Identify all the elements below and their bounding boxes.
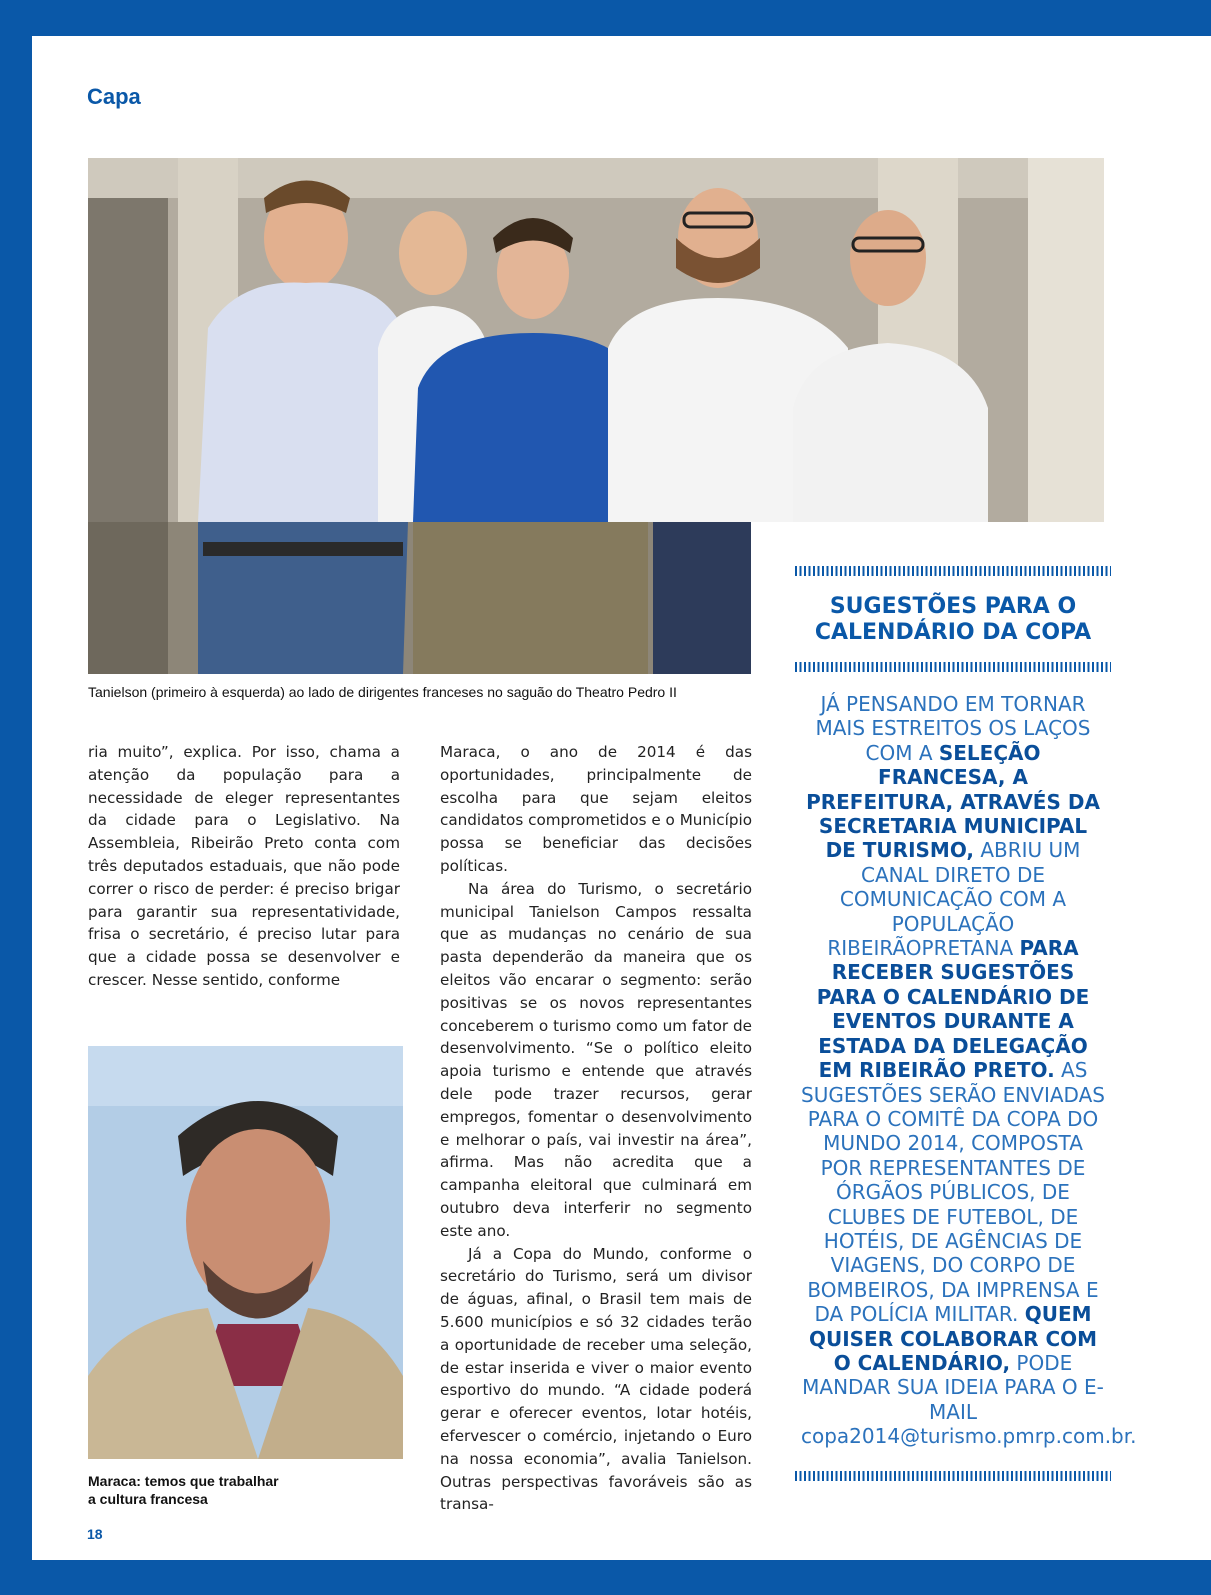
sidebar-text xyxy=(795,692,1137,1449)
sidebar-text-span: QUEM QUISER COLABORAR COM O CALENDÁRIO, xyxy=(808,1302,1098,1375)
dashed-rule xyxy=(795,566,1111,576)
portrait-caption-line: Maraca: temos que trabalhar xyxy=(88,1473,279,1489)
sidebar-title xyxy=(795,594,1111,646)
group-photo-caption: Tanielson (primeiro à esquerda) ao lado de dirigentes franceses no saguão do Theatro Pedro II xyxy=(88,684,677,700)
group-photo-image xyxy=(88,158,1104,522)
article-paragraph: Maraca, o ano de 2014 é das oportunidades, principalmente de escolha para que sejam eleitos candidatos comprometidos e o Município possa se beneficiar das decisões políticas. xyxy=(440,743,752,875)
dashed-rule xyxy=(795,1471,1111,1481)
sidebar-text-span: SELEÇÃO FRANCESA, A PREFEITURA, ATRAVÉS DA SECRETARIA MUNICIPAL DE TURISMO, xyxy=(806,740,1100,863)
portrait-caption-line: a cultura francesa xyxy=(88,1491,208,1507)
article-paragraph: Na área do Turismo, o secretário municipal Tanielson Campos ressalta que as mudanças no cenário de sua pasta dependerão da maneira que os eleitos vão encarar o segmento: serão positivas se os novos representantes conceberem o turismo como um fator de desenvolvimento. “Se o político eleito apoia turismo e entende que através dele pode trazer recursos, gerar empregos, fomentar o desenvolvimento e melhorar o país, vai investir na área”, afirma. Mas não acredita que a campanha eleitoral que culminará em outubro deva interferir no segmento este ano. xyxy=(440,879,752,1240)
article-column-1 xyxy=(88,741,400,992)
magazine-page xyxy=(32,36,1211,1560)
portrait-photo xyxy=(88,1046,403,1459)
article-paragraph: Já a Copa do Mundo, conforme o secretário do Turismo, será um divisor de águas, afinal, o Brasil tem mais de 5.600 municípios e só 32 cidades terão a oportunidade de receber uma seleção, de estar inserida e viver o maior evento esportivo do mundo. “A cidade poderá gerar e oferecer eventos, lotar hotéis, efervescer o comércio, injetando o Euro na nossa economia”, avalia Tanielson. Outras perspectivas favoráveis são as transa- xyxy=(440,1244,752,1514)
dashed-rule xyxy=(795,662,1111,672)
portrait-caption xyxy=(88,1472,279,1508)
article-column-2 xyxy=(440,741,752,1516)
section-label: Capa xyxy=(87,84,141,109)
article-paragraph: ria muito”, explica. Por isso, chama a atenção da população para a necessidade de eleger representantes da cidade para o Legislativo. Na Assembleia, Ribeirão Preto conta com três deputados estaduais, que não pode correr o risco de perder: é preciso brigar para garantir sua representatividade, frisa o secretário, é preciso lutar para que a cidade possa se desenvolver e crescer. Nesse sentido, conforme xyxy=(88,743,400,989)
group-photo xyxy=(88,158,1104,522)
sidebar-text-span: AS SUGESTÕES SERÃO ENVIADAS PARA O COMITÊ DA COPA DO MUNDO 2014, COMPOSTA POR REPRESENTANTES DE ÓRGÃOS PÚBLICOS, DE CLUBES DE FUTEBOL, DE HOTÉIS, DE AGÊNCIAS DE VIAGENS, DO CORPO DE BOMBEIROS, DA IMPRENSA E DA POLÍCIA MILITAR. xyxy=(801,1058,1105,1327)
sidebar-title-line: CALENDÁRIO DA COPA xyxy=(814,620,1092,645)
sidebar-title-line: SUGESTÕES PARA O xyxy=(829,594,1077,619)
group-photo-lower xyxy=(88,522,751,674)
sidebar-text-span: PODE MANDAR SUA IDEIA PARA O E-MAIL xyxy=(802,1350,1104,1424)
sidebar-text-span: ABRIU UM CANAL DIRETO DE COMUNICAÇÃO COM A POPULAÇÃO RIBEIRÃOPRETANA xyxy=(827,838,1081,961)
sidebar-text-span: JÁ PENSANDO EM TORNAR MAIS ESTREITOS OS LAÇOS COM A xyxy=(815,692,1091,765)
portrait-photo-image xyxy=(88,1046,403,1459)
page-number: 18 xyxy=(87,1526,103,1542)
group-photo-lower-image xyxy=(88,522,751,674)
email-link[interactable]: copa2014@turismo.pmrp.com.br. xyxy=(801,1424,1137,1449)
sidebar-box xyxy=(795,566,1137,1481)
sidebar-text-span: PARA RECEBER SUGESTÕES PARA O CALENDÁRIO DE EVENTOS DURANTE A ESTADA DA DELEGAÇÃO EM RIBEIRÃO PRETO. xyxy=(816,936,1090,1083)
